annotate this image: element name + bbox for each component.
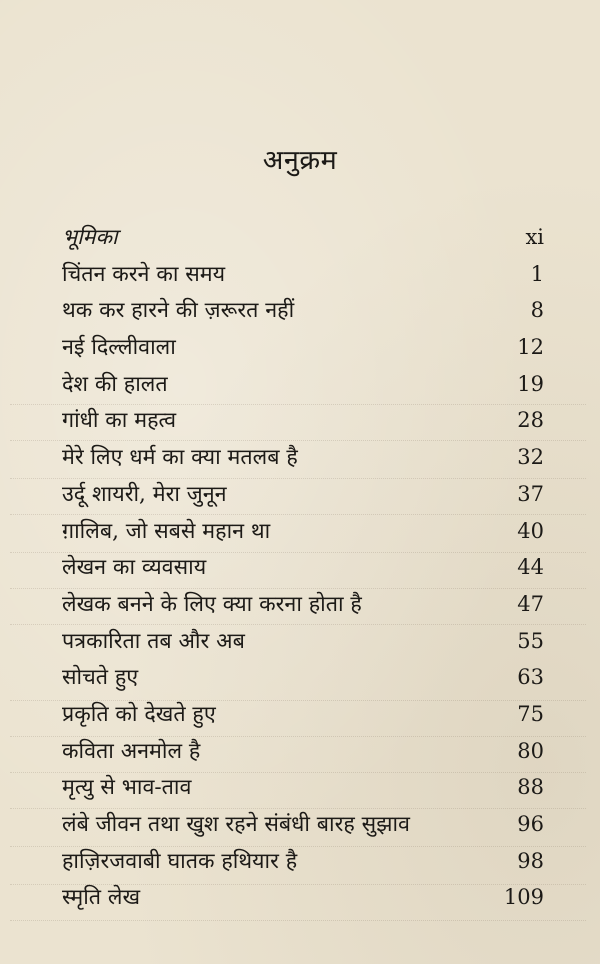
toc-entry-title: लंबे जीवन तथा खुश रहने संबंधी बारह सुझाव <box>62 812 410 837</box>
toc-entry <box>62 222 544 259</box>
toc-entry-page: 47 <box>517 591 544 616</box>
toc-entry <box>62 405 544 442</box>
toc-entry-page: 8 <box>530 298 544 323</box>
toc-entry-title: भूमिका <box>62 225 118 250</box>
toc-entry-page: 28 <box>517 408 544 433</box>
toc-entry-page: 80 <box>517 738 544 763</box>
toc-entry <box>62 772 544 809</box>
toc-entry <box>62 479 544 516</box>
toc-entry-page: 63 <box>517 665 544 690</box>
toc-entry-page: 37 <box>517 481 544 506</box>
toc-entry-page: 44 <box>517 555 544 580</box>
bleed-line <box>10 920 586 922</box>
toc-entry <box>62 846 544 883</box>
toc-entry <box>62 369 544 406</box>
toc-entry-title: देश की हालत <box>62 371 168 397</box>
toc-entry-title: सोचते हुए <box>62 665 139 691</box>
toc-entry <box>62 882 544 919</box>
toc-entry-title: कविता अनमोल है <box>62 738 201 764</box>
toc-entry <box>62 626 544 663</box>
toc-entry <box>62 552 544 589</box>
toc-entry <box>62 332 544 369</box>
page-title: अनुक्रम <box>262 145 338 176</box>
toc-entry-title: मृत्यु से भाव-ताव <box>62 775 192 801</box>
toc-entry-title: उर्दू शायरी, मेरा जुनून <box>62 481 227 507</box>
toc-entry-page: 19 <box>517 371 544 396</box>
toc-entry-page: 1 <box>530 261 544 286</box>
toc-entry-title: स्मृति लेख <box>62 885 141 911</box>
toc-entry-title: प्रकृति को देखते हुए <box>62 701 216 727</box>
toc-entry <box>62 442 544 479</box>
toc-entry-page: 98 <box>517 848 544 873</box>
toc-entry-title: नई दिल्लीवाला <box>62 335 176 361</box>
toc-entry-page: 75 <box>517 701 544 726</box>
toc-entry <box>62 259 544 296</box>
toc-entry-title: हाज़िरजवाबी घातक हथियार है <box>62 848 298 874</box>
toc-entry <box>62 589 544 626</box>
toc-entry-page: 88 <box>517 775 544 800</box>
toc-entry-page: 55 <box>517 628 544 653</box>
toc-entry-title: थक कर हारने की ज़रूरत नहीं <box>62 298 295 324</box>
toc-entry-page: xi <box>525 225 544 249</box>
toc-entry-page: 32 <box>517 445 544 470</box>
toc-entry-title: चिंतन करने का समय <box>62 261 226 287</box>
toc-entry <box>62 295 544 332</box>
toc-entry-page: 40 <box>517 518 544 543</box>
toc-entry-title: गांधी का महत्व <box>62 408 177 434</box>
toc-entry-page: 109 <box>503 885 544 910</box>
table-of-contents <box>62 222 544 919</box>
toc-entry-title: लेखक बनने के लिए क्या करना होता है <box>62 591 362 617</box>
toc-entry <box>62 662 544 699</box>
toc-entry-page: 96 <box>517 812 544 836</box>
toc-entry-title: पत्रकारिता तब और अब <box>62 628 245 654</box>
toc-entry <box>62 736 544 773</box>
toc-entry <box>62 809 544 846</box>
toc-entry-page: 12 <box>517 335 544 360</box>
toc-entry <box>62 699 544 736</box>
toc-entry-title: लेखन का व्यवसाय <box>62 555 207 581</box>
toc-entry-title: ग़ालिब, जो सबसे महान था <box>62 518 271 544</box>
toc-entry-title: मेरे लिए धर्म का क्या मतलब है <box>62 445 298 471</box>
toc-entry <box>62 516 544 553</box>
